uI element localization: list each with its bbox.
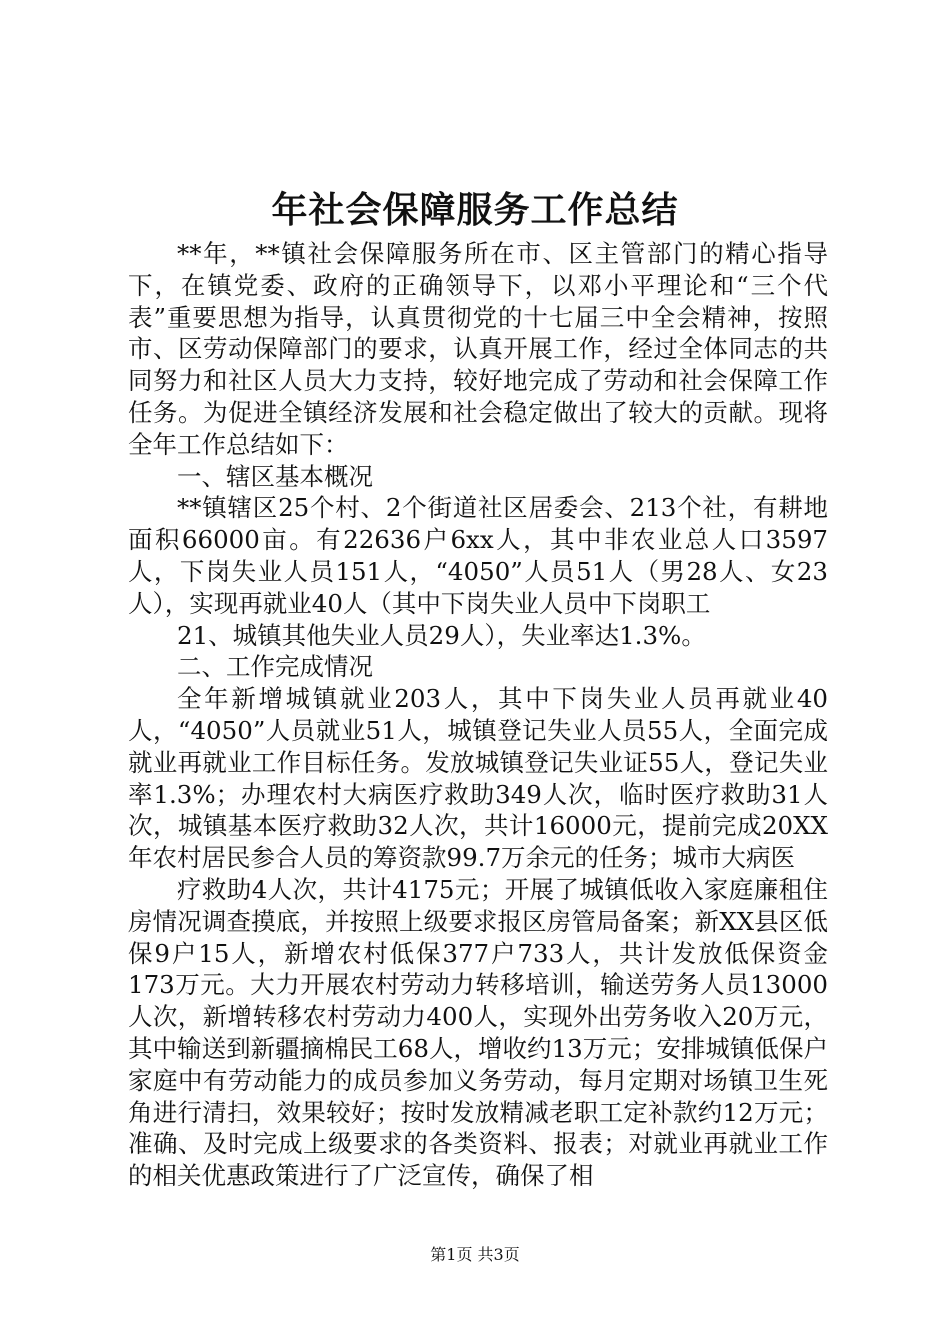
document-title: 年社会保障服务工作总结: [271, 189, 679, 231]
document-body: [128, 238, 828, 1192]
paragraph-intro: **年，**镇社会保障服务所在市、区主管部门的精心指导下，在镇党委、政府的正确领导下，以邓小平理论和“三个代表”重要思想为指导，认真贯彻党的十七届三中全会精神，按照市、区劳动保障部门的要求，认真开展工作，经过全体同志的共同努力和社区人员大力支持，较好地完成了劳动和社会保障工作任务。为促进全镇经济发展和社会稳定做出了较大的贡献。现将全年工作总结如下：: [128, 239, 828, 459]
page-number-footer: 第1页 共3页: [430, 1245, 520, 1264]
paragraph-work-1: 全年新增城镇就业203人，其中下岗失业人员再就业40人，“4050”人员就业51人，城镇登记失业人员55人，全面完成就业再就业工作目标任务。发放城镇登记失业证55人，登记失业率1.3%；办理农村大病医疗救助349人次，临时医疗救助31人次，城镇基本医疗救助32人次，共计16000元，提前完成20XX年农村居民参合人员的筹资款99.7万余元的任务；城市大病医: [128, 684, 828, 873]
section-heading-overview: 一、辖区基本概况: [177, 461, 373, 491]
section-heading-work: 二、工作完成情况: [177, 652, 373, 682]
paragraph-overview-continued: 21、城镇其他失业人员29人），失业率达1.3%。: [177, 620, 706, 650]
paragraph-work-2: 疗救助4人次，共计4175元；开展了城镇低收入家庭廉租住房情况调查摸底，并按照上级要求报区房管局备案；新XX县区低保9户15人，新增农村低保377户733人，共计发放低保资金173万元。大力开展农村劳动力转移培训，输送劳务人员13000人次，新增转移农村劳动力400人，实现外出劳务收入20万元，其中输送到新疆摘棉民工68人，增收约13万元；安排城镇低保户家庭中有劳动能力的成员参加义务劳动，每月定期对场镇卫生死角进行清扫，效果较好；按时发放精减老职工定补款约12万元；准确、及时完成上级要求的各类资料、报表；对就业再就业工作的相关优惠政策进行了广泛宣传，确保了相: [128, 874, 828, 1191]
paragraph-overview: **镇辖区25个村、2个街道社区居委会、213个社，有耕地面积66000亩。有22636户6xx人，其中非农业总人口3597人，下岗失业人员151人，“4050”人员51人（男28人、女23人），实现再就业40人（其中下岗失业人员中下岗职工: [128, 493, 828, 618]
